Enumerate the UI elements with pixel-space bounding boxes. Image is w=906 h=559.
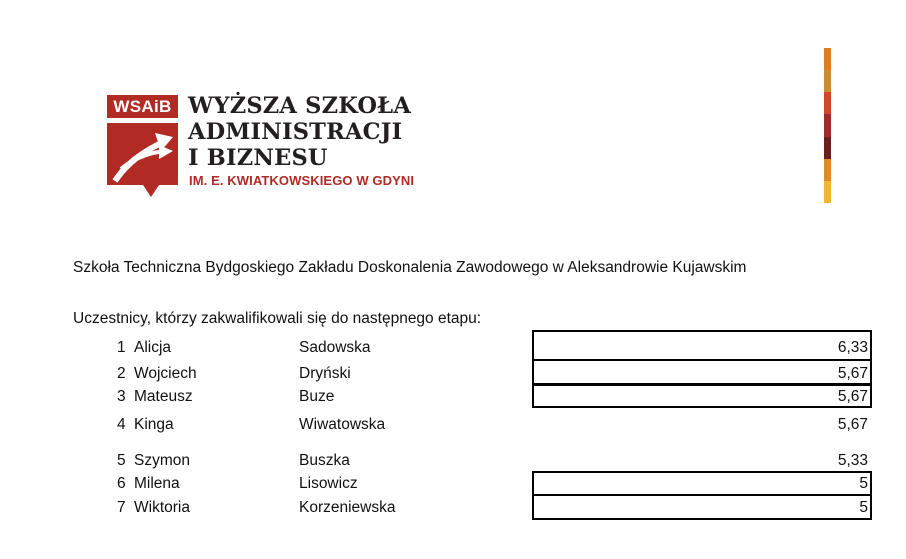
participant-row [0, 362, 906, 386]
participant-score: 5,67 [837, 365, 868, 382]
stripe-segment [824, 114, 831, 136]
participant-row [0, 385, 906, 409]
participant-number: 5 [117, 452, 126, 469]
participant-score: 5,67 [837, 388, 868, 405]
stripe-segment [824, 137, 831, 159]
logo-badge: WSAiB [107, 95, 178, 118]
intro-text: Uczestnicy, którzy zakwalifikowali się do następnego etapu: [73, 310, 482, 327]
participant-last-name: Korzeniewska [299, 499, 396, 516]
participant-last-name: Wiwatowska [299, 416, 386, 433]
participant-last-name: Dryński [299, 365, 351, 382]
participant-first-name: Mateusz [134, 388, 193, 405]
school-name: Szkoła Techniczna Bydgoskiego Zakładu Doskonalenia Zawodowego w Aleksandrowie Kujawskim [73, 259, 747, 276]
participant-row [0, 496, 906, 520]
participant-score: 5 [859, 475, 868, 492]
participant-number: 4 [117, 416, 126, 433]
participant-row [0, 336, 906, 360]
participant-score: 5,67 [837, 416, 868, 433]
participant-last-name: Sadowska [299, 339, 371, 356]
participant-first-name: Szymon [134, 452, 190, 469]
participant-number: 2 [117, 365, 126, 382]
logo-name [188, 93, 448, 171]
participant-number: 7 [117, 499, 126, 516]
logo-subtitle: IM. E. KWIATKOWSKIEGO W GDYNI [189, 173, 415, 188]
participant-row [0, 472, 906, 496]
participant-first-name: Wiktoria [134, 499, 190, 516]
participant-first-name: Alicja [134, 339, 172, 356]
participant-first-name: Kinga [134, 416, 174, 433]
logo-arrows-icon [107, 123, 178, 197]
participant-row [0, 449, 906, 473]
participant-last-name: Buze [299, 388, 335, 405]
stripe-segment [824, 92, 831, 114]
participant-number: 1 [117, 339, 126, 356]
participant-score: 6,33 [837, 339, 868, 356]
color-stripe [824, 48, 831, 203]
participant-score: 5,33 [837, 452, 868, 469]
stripe-segment [824, 181, 831, 203]
logo-name-line: I BIZNESU [188, 145, 328, 171]
stripe-segment [824, 159, 831, 181]
participant-first-name: Wojciech [134, 365, 197, 382]
participant-number: 3 [117, 388, 126, 405]
stripe-segment [824, 70, 831, 92]
participant-last-name: Lisowicz [299, 475, 358, 492]
participant-score: 5 [859, 499, 868, 516]
participant-row [0, 413, 906, 437]
participant-first-name: Milena [134, 475, 180, 492]
participant-number: 6 [117, 475, 126, 492]
logo-name-line: WYŻSZA SZKOŁA [188, 93, 411, 119]
participant-last-name: Buszka [299, 452, 350, 469]
logo-name-line: ADMINISTRACJI [188, 119, 403, 145]
stripe-segment [824, 48, 831, 70]
